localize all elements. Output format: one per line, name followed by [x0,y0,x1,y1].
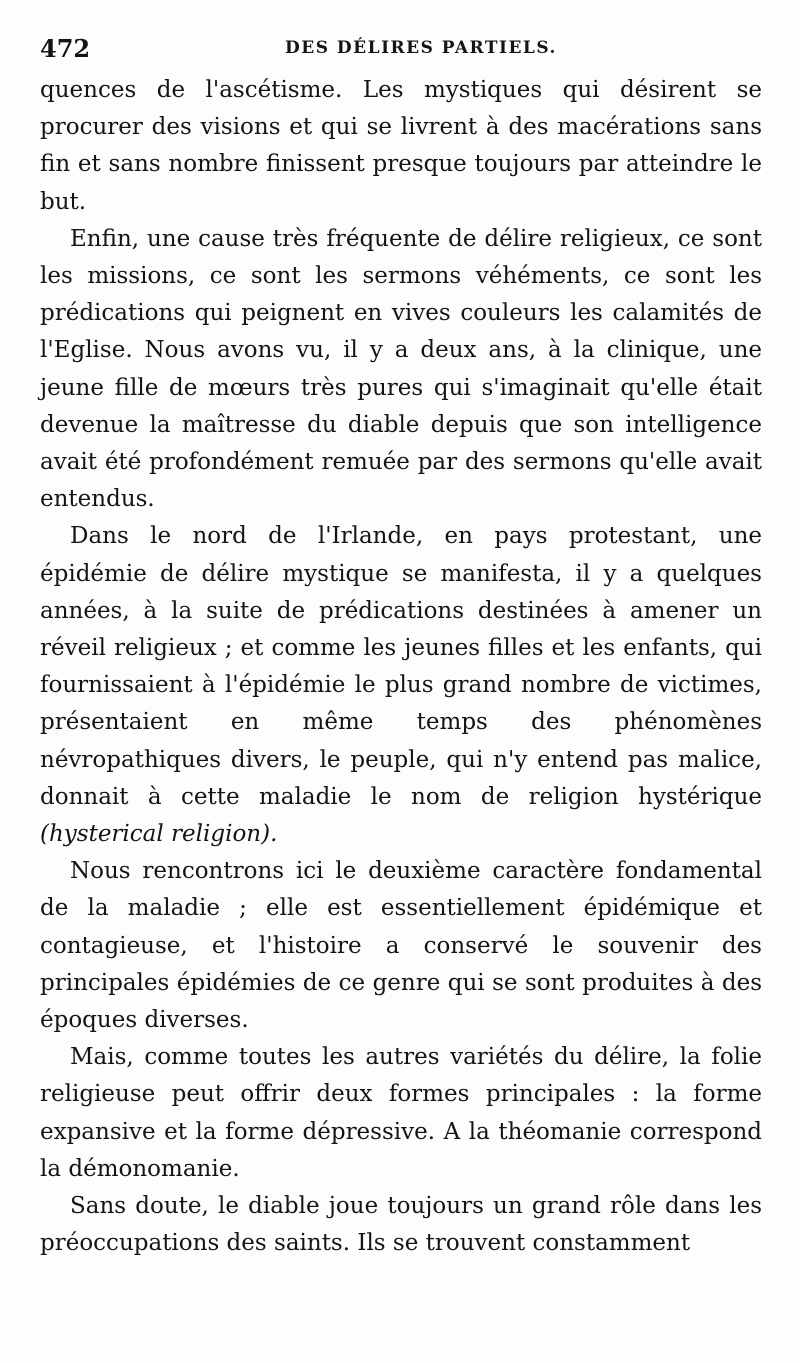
paragraph: Enfin, une cause très fréquente de délire religieux, ce sont les missions, ce sont les sermons véhéments, ce sont les prédications qui peignent en vives couleurs les calamités de l'Eglise. Nous avons vu, il y a deux ans, à la clinique, une jeune fille de mœurs très pures qui s'imaginait qu'elle était devenue la maîtresse du diable depuis que son intelligence avait été profondément remuée par des sermons qu'elle avait entendus. [40,225,762,513]
paragraph-text: Dans le nord de l'Irlande, en pays protestant, une épidémie de délire mystique se manifesta, il y a quelques années, à la suite de prédications destinées à amener un réveil religieux ; et comme les jeunes filles et les enfants, qui fournissaient à l'épidémie le plus grand nombre de victimes, présentaient en même temps des phénomènes névropathiques divers, le peuple, qui n'y entend pas malice, donnait à cette maladie le nom de religion hystérique [40,523,762,810]
italic-gloss: (hysterical religion). [40,821,278,848]
page-number: 472 [40,34,91,63]
paragraph: quences de l'ascétisme. Les mystiques qui désirent se procurer des visions et qui se livrent à des macérations sans fin et sans nombre finissent presque toujours par atteindre le but. [40,77,762,215]
paragraph [40,518,762,853]
paragraph: Mais, comme toutes les autres variétés du délire, la folie religieuse peut offrir deux formes principales : la forme expansive et la forme dépressive. A la théomanie correspond la démonomanie. [40,1044,762,1182]
running-title: DES DÉLIRES PARTIELS. [285,38,557,58]
page-header [40,0,762,72]
page-body [40,72,762,1263]
paragraph: Sans doute, le diable joue toujours un grand rôle dans les préoccupations des saints. Ils se trouvent constamment [40,1193,762,1257]
paragraph: Nous rencontrons ici le deuxième caractère fondamental de la maladie ; elle est essentiellement épidémique et contagieuse, et l'histoire a conservé le souvenir des principales épidémies de ce genre qui se sont produites à des époques diverses. [40,858,762,1034]
